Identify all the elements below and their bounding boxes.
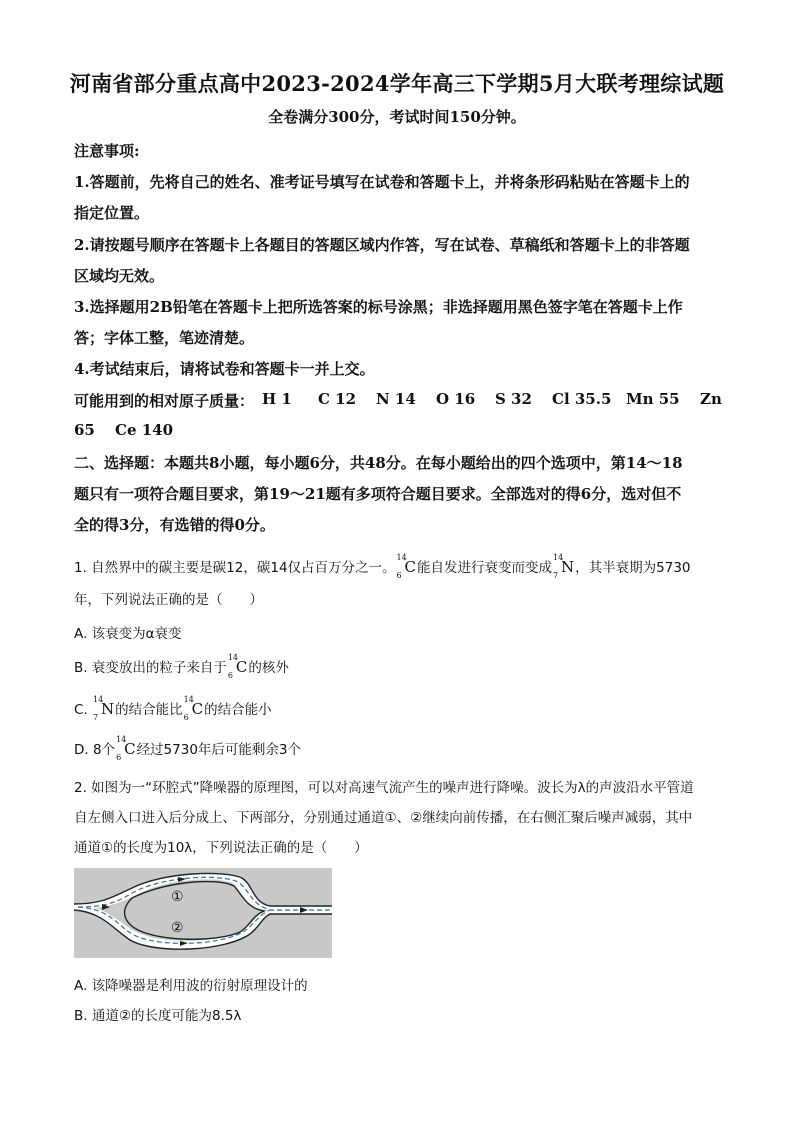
nuclide-c14 (227, 653, 248, 680)
mass-c: C 12 (318, 390, 357, 408)
notice-item-4: 4.考试结束后，请将试卷和答题卡一并上交。 (74, 360, 375, 378)
channel-1-label: ① (171, 889, 184, 905)
mass-o: O 16 (436, 390, 476, 408)
q1-stem-part-c: ，其半衰期为5730 (575, 560, 691, 576)
nuclide-c14-mass: 14 (116, 735, 127, 744)
q1-option-c (74, 695, 724, 722)
q1-option-b-pre: B. 衰变放出的粒子来自于 (74, 660, 227, 676)
nuclide-c14-mass: 14 (227, 653, 239, 662)
channel-2-label: ② (171, 920, 184, 936)
q1-option-c-pre: C. (74, 702, 88, 718)
atomic-masses-line-1 (74, 390, 724, 411)
q1-stem-line-1 (74, 553, 724, 580)
q1-option-d-pre: D. 8个 (74, 742, 116, 758)
q2-stem-line-1: 2. 如图为一“环腔式”降噪器的原理图，可以对高速气流产生的噪声进行降噪。波长为λ的声波沿水平管道 (74, 780, 694, 796)
q1-option-b-post: 的核外 (248, 660, 289, 676)
q2-stem-line-3: 通道①的长度为10λ，下列说法正确的是（ ） (74, 840, 368, 856)
nuclide-c14-symbol: C (235, 658, 248, 676)
q1-stem-part-b: 能自发进行衰变而变成 (417, 560, 553, 576)
muffler-diagram (74, 868, 332, 958)
nuclide-n14-symbol: N (561, 558, 575, 576)
q1-stem-part-a: 1. 自然界中的碳主要是碳12，碳14仅占百万分之一。 (74, 560, 396, 576)
q1-option-a: A. 该衰变为α衰变 (74, 626, 182, 642)
mass-zn-value: 65 (74, 421, 95, 439)
section-intro-line-2: 题只有一项符合题目要求，第19～21题有多项符合题目要求。全部选对的得6分，选对但不 (74, 485, 682, 503)
q1-option-c-mid: 的结合能比 (115, 702, 183, 718)
mass-zn: Zn (700, 390, 722, 408)
q2-option-a: A. 该降噪器是利用波的衍射原理设计的 (74, 978, 308, 994)
mass-ce: Ce 140 (115, 421, 174, 439)
nuclide-c14 (183, 695, 204, 722)
mass-n: N 14 (376, 390, 416, 408)
mass-s: S 32 (495, 390, 532, 408)
q1-stem-line-2: 年，下列说法正确的是（ ） (74, 592, 263, 608)
nuclide-n14-z: 7 (553, 571, 559, 580)
nuclide-n14-symbol: N (101, 700, 115, 718)
nuclide-c14-z: 6 (396, 571, 402, 580)
exam-subtitle: 全卷满分300分，考试时间150分钟。 (268, 108, 526, 126)
q1-option-d-post: 经过5730年后可能剩余3个 (136, 742, 302, 758)
q1-option-c-post: 的结合能小 (204, 702, 272, 718)
nuclide-n14-z: 7 (93, 713, 99, 722)
nuclide-n14-mass: 14 (553, 553, 564, 562)
notice-item-2-line-1: 2.请按题号顺序在答题卡上各题目的答题区域内作答，写在试卷、草稿纸和答题卡上的非答题 (74, 236, 690, 254)
nuclide-n14 (93, 695, 115, 722)
q2-option-b: B. 通道②的长度可能为8.5λ (74, 1008, 242, 1024)
nuclide-c14-z: 6 (116, 753, 122, 762)
nuclide-c14-symbol: C (124, 740, 136, 758)
q1-option-d (74, 735, 724, 762)
notice-item-2-line-2: 区域均无效。 (74, 267, 165, 285)
nuclide-c14-symbol: C (191, 700, 204, 718)
atomic-masses-line-2 (74, 421, 724, 439)
notice-heading: 注意事项: (74, 142, 140, 160)
mass-h: H 1 (262, 390, 292, 408)
mass-mn: Mn 55 (626, 390, 680, 408)
nuclide-n14 (553, 553, 575, 580)
nuclide-c14-z: 6 (183, 713, 189, 722)
nuclide-c14 (396, 553, 417, 580)
q2-stem-line-2: 自左侧入口进入后分成上、下两部分，分别通过通道①、②继续向前传播，在右侧汇聚后噪声减弱，其中 (74, 810, 693, 826)
notice-item-3-line-2: 答；字体工整，笔迹清楚。 (74, 329, 255, 347)
notice-item-3-line-1: 3.选择题用2B铅笔在答题卡上把所选答案的标号涂黑；非选择题用黑色签字笔在答题卡上作 (74, 298, 683, 316)
nuclide-c14-symbol: C (404, 558, 417, 576)
nuclide-c14-z: 6 (227, 671, 233, 680)
nuclide-c14-mass: 14 (396, 553, 407, 562)
exam-title: 河南省部分重点高中2023-2024学年高三下学期5月大联考理综试题 (69, 71, 725, 96)
q1-option-b (74, 653, 724, 680)
nuclide-c14 (116, 735, 136, 762)
notice-item-1-line-1: 1.答题前，先将自己的姓名、准考证号填写在试卷和答题卡上，并将条形码粘贴在答题卡上的 (74, 173, 690, 191)
mass-cl: Cl 35.5 (552, 390, 612, 408)
section-intro-line-3: 全的得3分，有选错的得0分。 (74, 516, 275, 534)
nuclide-c14-mass: 14 (183, 695, 194, 704)
section-intro-line-1: 二、选择题：本题共8小题，每小题6分，共48分。在每小题给出的四个选项中，第14～18 (74, 454, 683, 472)
nuclide-n14-mass: 14 (93, 695, 104, 704)
notice-item-1-line-2: 指定位置。 (74, 204, 150, 222)
masses-label: 可能用到的相对原子质量： (74, 392, 255, 410)
